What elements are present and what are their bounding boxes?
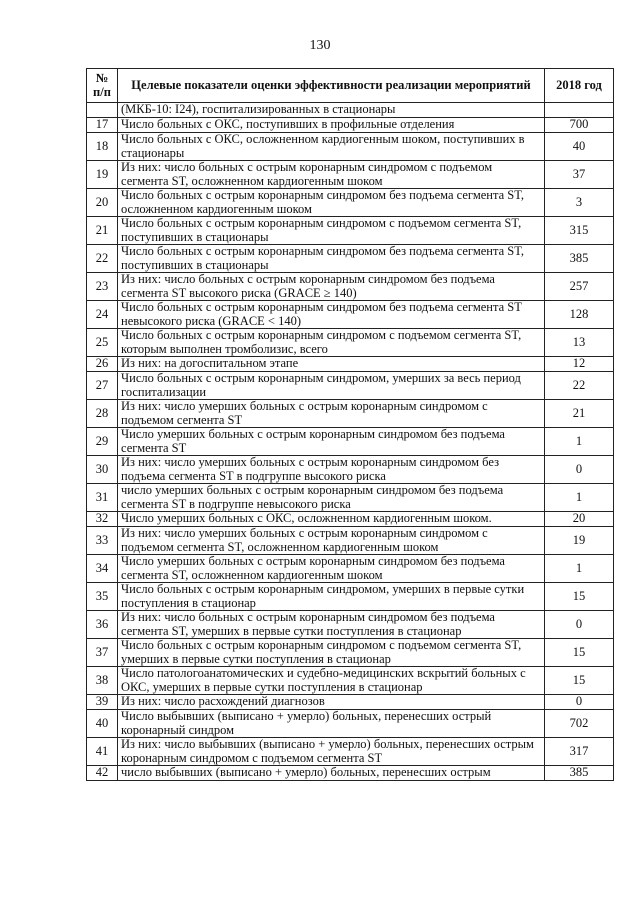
row-value <box>545 103 614 118</box>
row-indicator-text: Число больных с острым коронарным синдромом, умерших в первые сутки поступления в стационар <box>118 583 545 611</box>
table-row <box>87 217 614 245</box>
row-value: 1 <box>545 484 614 512</box>
row-indicator-text: Из них: число больных с острым коронарным синдромом без подъема сегмента ST, умерших в первые сутки поступления в стационар <box>118 611 545 639</box>
header-indicator: Целевые показатели оценки эффективности реализации мероприятий <box>118 69 545 103</box>
row-number: 37 <box>87 639 118 667</box>
row-indicator-text: Число больных с острым коронарным синдромом без подъема сегмента ST невысокого риска (GRACE < 140) <box>118 301 545 329</box>
row-indicator-text: Из них: число умерших больных с острым коронарным синдромом с подъемом сегмента ST <box>118 400 545 428</box>
table-header-row <box>87 69 614 103</box>
row-number: 26 <box>87 357 118 372</box>
row-indicator-text: Из них: число умерших больных с острым коронарным синдромом без подъема сегмента ST в подгруппе высокого риска <box>118 456 545 484</box>
row-number: 35 <box>87 583 118 611</box>
row-number: 17 <box>87 118 118 133</box>
table-row <box>87 357 614 372</box>
row-number: 24 <box>87 301 118 329</box>
row-indicator-text: число умерших больных с острым коронарным синдромом без подъема сегмента ST в подгруппе невысокого риска <box>118 484 545 512</box>
row-number <box>87 103 118 118</box>
row-value: 22 <box>545 372 614 400</box>
row-number: 42 <box>87 766 118 781</box>
table-row <box>87 766 614 781</box>
row-number: 36 <box>87 611 118 639</box>
row-number: 32 <box>87 512 118 527</box>
table-body <box>87 103 614 781</box>
row-indicator-text: Из них: число больных с острым коронарным синдромом с подъемом сегмента ST, осложненном кардиогенным шоком <box>118 161 545 189</box>
row-indicator-text: Число больных с ОКС, поступивших в профильные отделения <box>118 118 545 133</box>
row-indicator-text: Число больных с острым коронарным синдромом без подъема сегмента ST, осложненном кардиогенным шоком <box>118 189 545 217</box>
table-row <box>87 484 614 512</box>
row-indicator-text: Число больных с острым коронарным синдромом с подъемом сегмента ST, которым выполнен тромболизис, всего <box>118 329 545 357</box>
row-number: 34 <box>87 555 118 583</box>
row-number: 38 <box>87 667 118 695</box>
row-number: 21 <box>87 217 118 245</box>
row-value: 385 <box>545 245 614 273</box>
row-indicator-text: Из них: число выбывших (выписано + умерло) больных, перенесших острым коронарным синдромом с подъемом сегмента ST <box>118 738 545 766</box>
row-number: 23 <box>87 273 118 301</box>
table-row <box>87 372 614 400</box>
table-row <box>87 667 614 695</box>
row-value: 702 <box>545 710 614 738</box>
table-row <box>87 512 614 527</box>
header-value: 2018 год <box>545 69 614 103</box>
table-row <box>87 611 614 639</box>
table-row <box>87 639 614 667</box>
row-value: 257 <box>545 273 614 301</box>
row-number: 41 <box>87 738 118 766</box>
table-row <box>87 555 614 583</box>
table-row <box>87 189 614 217</box>
row-number: 18 <box>87 133 118 161</box>
page-number: 130 <box>309 38 331 53</box>
table-row <box>87 133 614 161</box>
row-indicator-text: Число выбывших (выписано + умерло) больных, перенесших острый коронарный синдром <box>118 710 545 738</box>
row-value: 385 <box>545 766 614 781</box>
table-row <box>87 118 614 133</box>
table-row <box>87 329 614 357</box>
row-indicator-text: Число больных с острым коронарным синдромом с подъемом сегмента ST, поступивших в стационары <box>118 217 545 245</box>
row-value: 317 <box>545 738 614 766</box>
row-indicator-text: Число умерших больных с острым коронарным синдромом без подъема сегмента ST, осложненном кардиогенным шоком <box>118 555 545 583</box>
row-value: 13 <box>545 329 614 357</box>
table-row <box>87 161 614 189</box>
row-indicator-text: Число умерших больных с ОКС, осложненном кардиогенным шоком. <box>118 512 545 527</box>
row-value: 40 <box>545 133 614 161</box>
table-row <box>87 428 614 456</box>
row-value: 37 <box>545 161 614 189</box>
table-row <box>87 695 614 710</box>
indicators-table <box>86 68 614 781</box>
row-number: 22 <box>87 245 118 273</box>
row-number: 39 <box>87 695 118 710</box>
row-number: 30 <box>87 456 118 484</box>
row-value: 1 <box>545 555 614 583</box>
row-indicator-text: Число умерших больных с острым коронарным синдромом без подъема сегмента ST <box>118 428 545 456</box>
row-value: 19 <box>545 527 614 555</box>
table-row <box>87 103 614 118</box>
row-value: 3 <box>545 189 614 217</box>
row-indicator-text: Из них: число больных с острым коронарным синдромом без подъема сегмента ST высокого риска (GRACE ≥ 140) <box>118 273 545 301</box>
table-row <box>87 245 614 273</box>
row-indicator-text: Число больных с острым коронарным синдромом с подъемом сегмента ST, умерших в первые сутки поступления в стационар <box>118 639 545 667</box>
row-indicator-text: число выбывших (выписано + умерло) больных, перенесших острым <box>118 766 545 781</box>
table-row <box>87 273 614 301</box>
row-value: 0 <box>545 611 614 639</box>
row-number: 27 <box>87 372 118 400</box>
table-row <box>87 527 614 555</box>
row-number: 28 <box>87 400 118 428</box>
row-number: 40 <box>87 710 118 738</box>
table-row <box>87 301 614 329</box>
row-indicator-text: Число больных с ОКС, осложненном кардиогенным шоком, поступивших в стационары <box>118 133 545 161</box>
row-value: 315 <box>545 217 614 245</box>
row-number: 31 <box>87 484 118 512</box>
table-row <box>87 456 614 484</box>
row-value: 15 <box>545 583 614 611</box>
table-row <box>87 738 614 766</box>
row-value: 15 <box>545 667 614 695</box>
row-indicator-text: (МКБ-10: I24), госпитализированных в стационары <box>118 103 545 118</box>
row-indicator-text: Из них: число расхождений диагнозов <box>118 695 545 710</box>
row-indicator-text: Число больных с острым коронарным синдромом, умерших за весь период госпитализации <box>118 372 545 400</box>
row-value: 128 <box>545 301 614 329</box>
row-indicator-text: Число патологоанатомических и судебно-медицинских вскрытий больных с ОКС, умерших в первые сутки поступления в стационар <box>118 667 545 695</box>
table-row <box>87 400 614 428</box>
row-number: 25 <box>87 329 118 357</box>
row-number: 29 <box>87 428 118 456</box>
row-number: 19 <box>87 161 118 189</box>
row-value: 21 <box>545 400 614 428</box>
row-value: 700 <box>545 118 614 133</box>
row-value: 12 <box>545 357 614 372</box>
table-row <box>87 583 614 611</box>
header-num: № п/п <box>87 69 118 103</box>
row-indicator-text: Из них: число умерших больных с острым коронарным синдромом с подъемом сегмента ST, осложненном кардиогенным шоком <box>118 527 545 555</box>
row-value: 0 <box>545 695 614 710</box>
row-number: 20 <box>87 189 118 217</box>
row-value: 15 <box>545 639 614 667</box>
row-value: 20 <box>545 512 614 527</box>
row-indicator-text: Число больных с острым коронарным синдромом без подъема сегмента ST, поступивших в стационары <box>118 245 545 273</box>
row-indicator-text: Из них: на догоспитальном этапе <box>118 357 545 372</box>
row-number: 33 <box>87 527 118 555</box>
table-row <box>87 710 614 738</box>
row-value: 0 <box>545 456 614 484</box>
row-value: 1 <box>545 428 614 456</box>
